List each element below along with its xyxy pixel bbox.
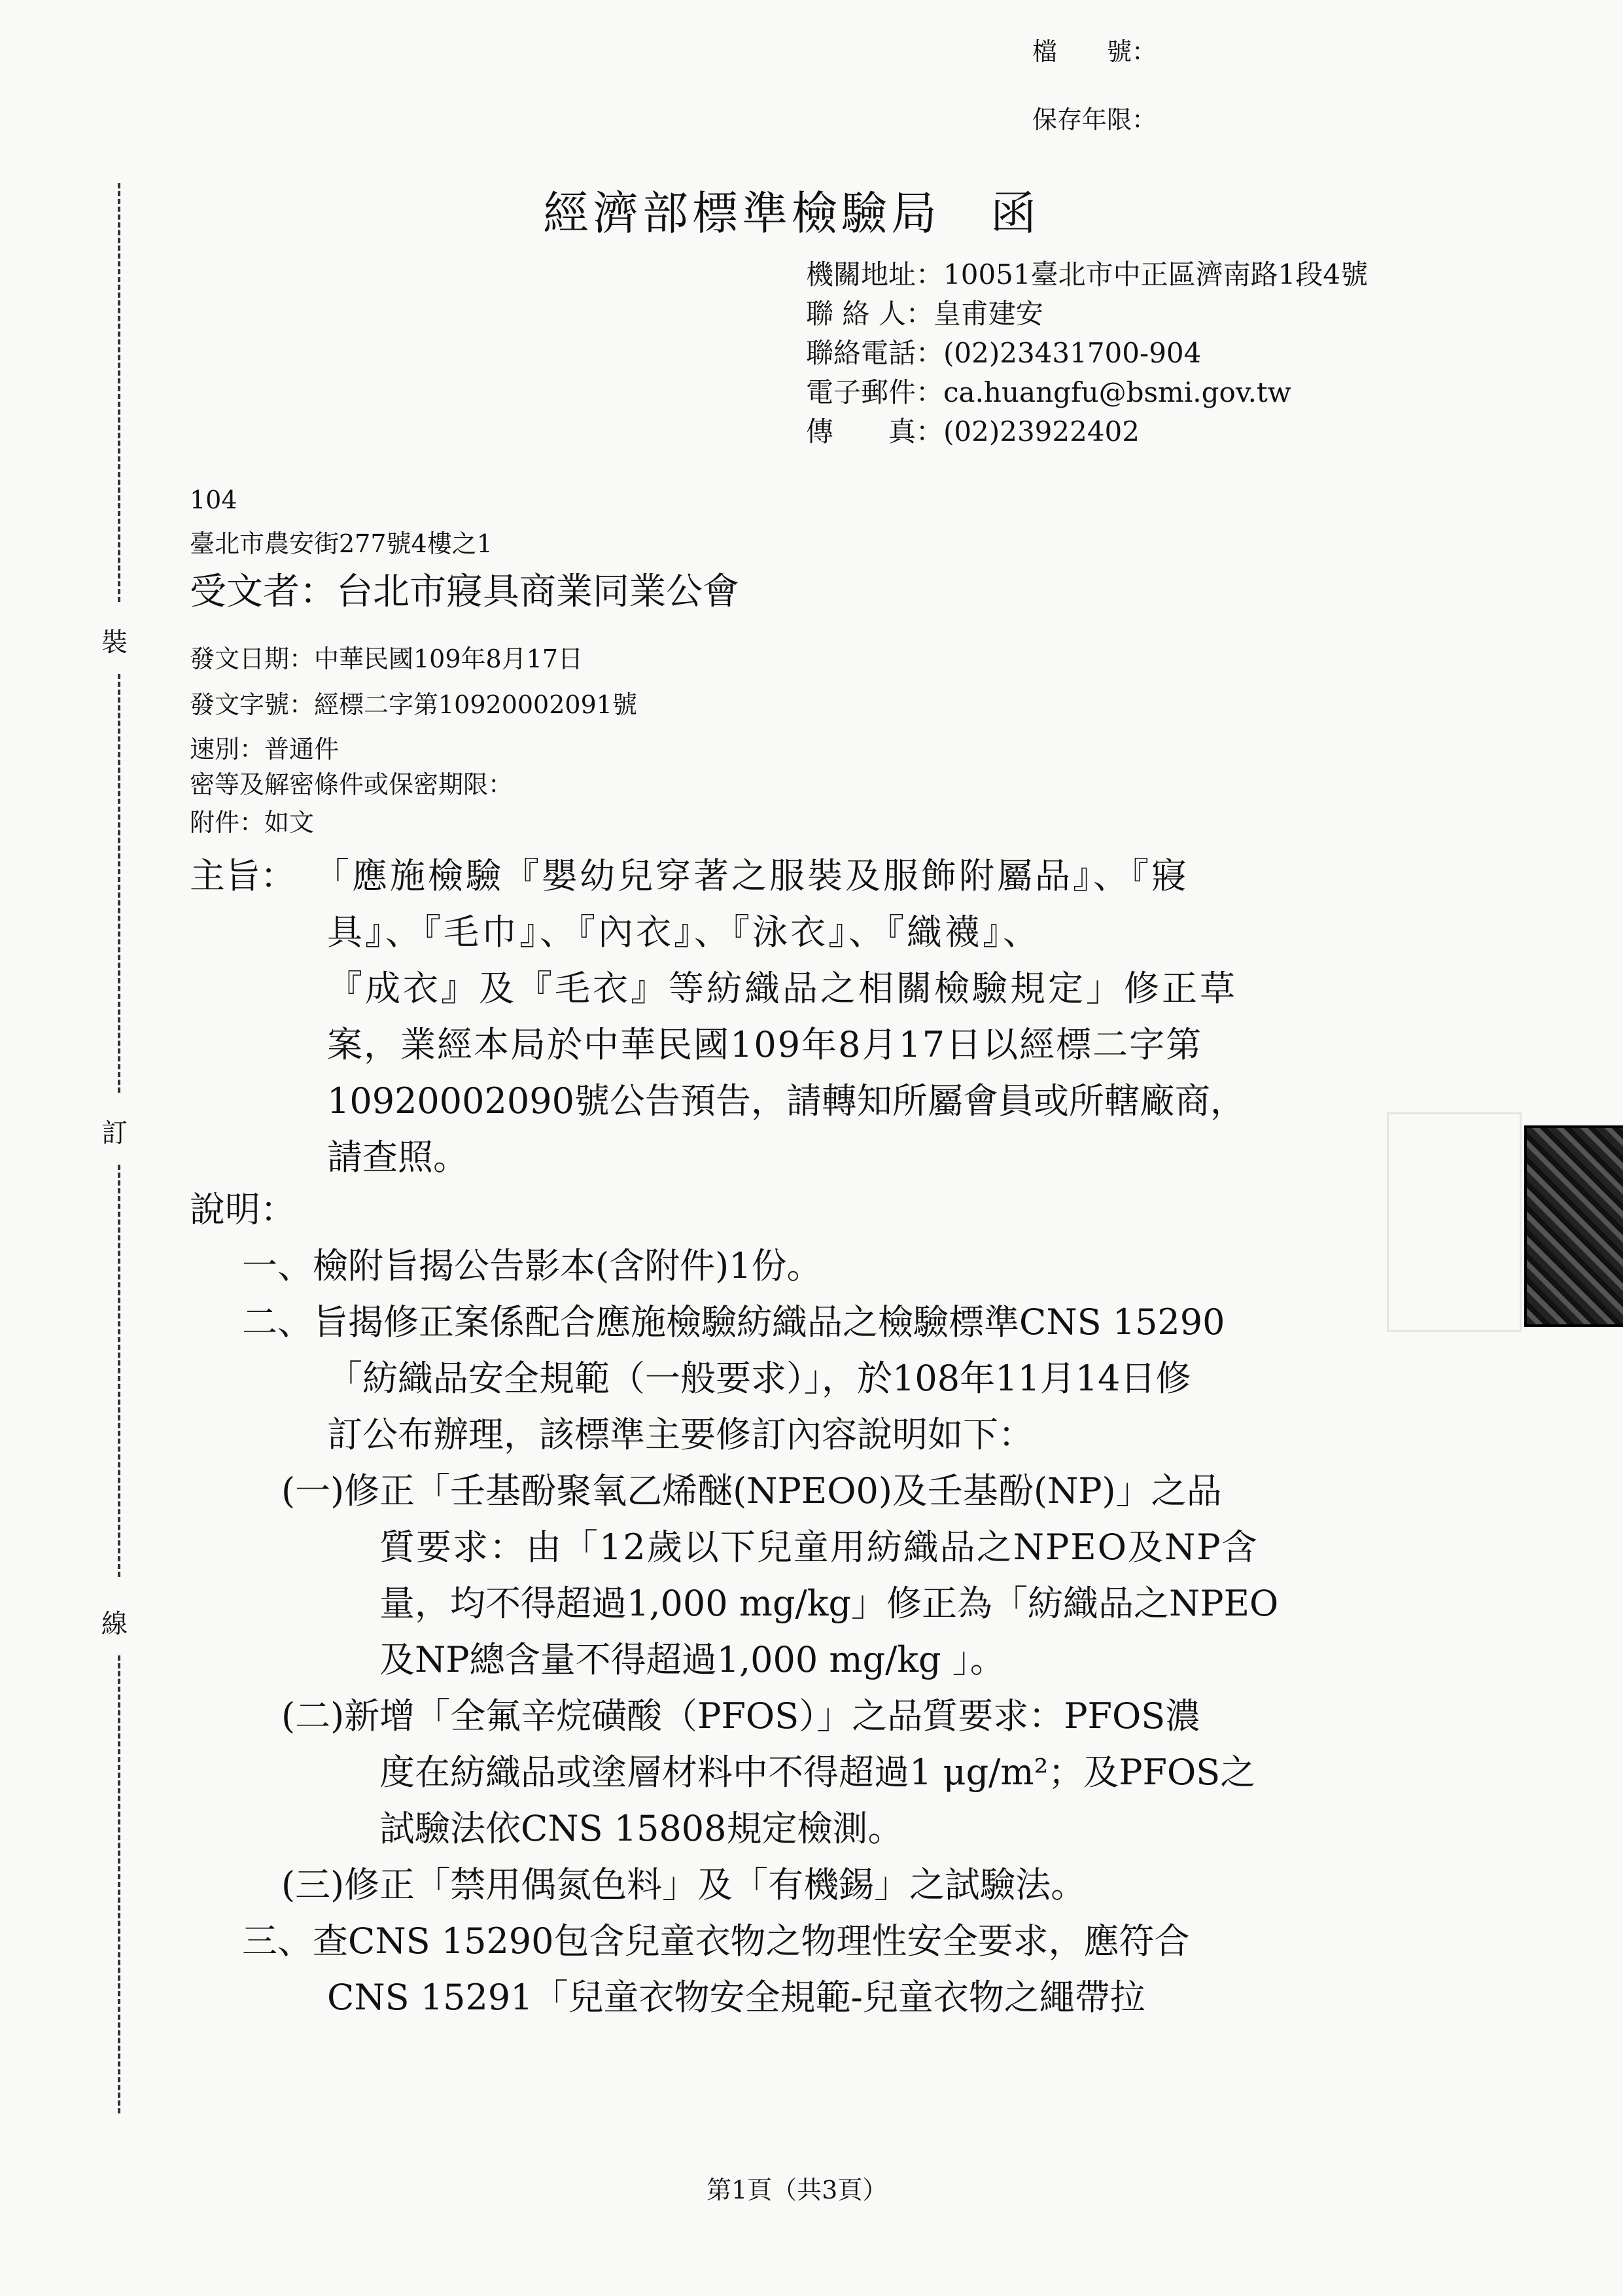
subject-line: 具』、『毛巾』、『內衣』、『泳衣』、『織襪』、 — [327, 911, 1041, 953]
subject-line: 10920002090號公告預告，請轉知所屬會員或所轄廠商， — [327, 1080, 1246, 1122]
recipient: 受文者：台北市寢具商業同業公會 — [190, 571, 739, 613]
sub-item-2-line: 試驗法依CNS 15808規定檢測。 — [379, 1808, 903, 1849]
sub-item-2-line: 度在紡織品或塗層材料中不得超過1 μg/m²；及PFOS之 — [379, 1752, 1256, 1793]
sub-item-1-line: (一)修正「壬基酚聚氧乙烯醚(NPEO0)及壬基酚(NP)」之品 — [281, 1470, 1222, 1511]
subject-line: 「應施檢驗『嬰幼兒穿著之服裝及服飾附屬品』、『寢 — [314, 855, 1189, 896]
page-footer: 第1頁（共3頁） — [707, 2176, 888, 2204]
agency-fax-row — [806, 412, 1368, 451]
binding-line-top — [118, 183, 120, 602]
agency-phone-row — [806, 334, 1368, 373]
agency-info-label: 聯 絡 人： — [806, 298, 934, 330]
agency-email-row — [806, 373, 1368, 412]
agency-info-label: 電子郵件： — [806, 376, 944, 408]
agency-info-label: 傳 真： — [806, 415, 944, 448]
agency-info-value: (02)23431700-904 — [943, 337, 1202, 369]
agency-info-label: 聯絡電話： — [806, 337, 944, 369]
confidentiality: 密等及解密條件或保密期限： — [190, 770, 514, 799]
subject-label: 主旨： — [190, 855, 296, 896]
seal-stamp — [1524, 1125, 1623, 1327]
explanation-item-3-line: 三、查CNS 15290包含兒童衣物之物理性安全要求，應符合 — [242, 1920, 1190, 1962]
attachment: 附件：如文 — [190, 808, 315, 837]
subject-line: 請查照。 — [327, 1137, 468, 1178]
binding-char-xian: 線 — [101, 1609, 128, 1639]
sub-item-3-line: (三)修正「禁用偶氮色料」及「有機錫」之試驗法。 — [281, 1864, 1087, 1905]
sub-item-1-line: 質要求：由「12歲以下兒童用紡織品之NPEO及NP含 — [379, 1527, 1259, 1568]
sub-item-2-line: (二)新增「全氟辛烷磺酸（PFOS）」之品質要求：PFOS濃 — [281, 1695, 1201, 1737]
issue-number: 發文字號：經標二字第10920002091號 — [190, 690, 637, 719]
explanation-item-2-line: 「紡織品安全規範（一般要求）」，於108年11月14日修 — [327, 1358, 1191, 1399]
agency-address-row — [806, 255, 1368, 294]
binding-char-ding: 訂 — [101, 1118, 128, 1148]
agency-info — [806, 255, 1368, 451]
agency-info-label: 機關地址： — [806, 258, 944, 291]
agency-info-value: (02)23922402 — [943, 415, 1140, 448]
sub-item-1-line: 量，均不得超過1,000 mg/kg」修正為「紡織品之NPEO — [379, 1583, 1279, 1624]
agency-contact-row — [806, 294, 1368, 334]
document-title: 經濟部標準檢驗局 函 — [543, 186, 1040, 240]
explanation-item-2-line: 二、旨揭修正案係配合應施檢驗紡織品之檢驗標準CNS 15290 — [242, 1301, 1225, 1343]
explanation-item-3-line: CNS 15291「兒童衣物安全規範-兒童衣物之繩帶拉 — [327, 1977, 1145, 2018]
agency-info-value: ca.huangfu@bsmi.gov.tw — [943, 376, 1291, 408]
issue-date: 發文日期：中華民國109年8月17日 — [190, 645, 584, 673]
agency-info-value: 10051臺北市中正區濟南路1段4號 — [943, 258, 1369, 291]
binding-line-middle — [118, 674, 120, 1093]
retention-label: 保存年限： — [1032, 105, 1157, 134]
urgency: 速別：普通件 — [190, 735, 340, 764]
binding-line-lower — [118, 1165, 120, 1577]
postal-code: 104 — [190, 486, 237, 514]
faint-stamp-ghost — [1387, 1112, 1522, 1332]
binding-line-bottom — [118, 1655, 120, 2113]
explanation-label: 說明： — [190, 1189, 296, 1230]
sub-item-1-line: 及NP總含量不得超過1,000 mg/kg 」。 — [379, 1639, 1005, 1680]
explanation-item-2-line: 訂公布辦理，該標準主要修訂內容說明如下： — [327, 1414, 1034, 1455]
subject-line: 『成衣』及『毛衣』等紡織品之相關檢驗規定」修正草 — [327, 968, 1238, 1009]
binding-char-zhuang: 裝 — [101, 627, 128, 658]
explanation-item-1: 一、檢附旨揭公告影本(含附件)1份。 — [242, 1245, 822, 1286]
recipient-address: 臺北市農安街277號4樓之1 — [190, 529, 493, 558]
subject-line: 案，業經本局於中華民國109年8月17日以經標二字第 — [327, 1024, 1203, 1065]
agency-info-value: 皇甫建安 — [933, 298, 1043, 330]
file-number-label: 檔 號： — [1032, 37, 1157, 66]
